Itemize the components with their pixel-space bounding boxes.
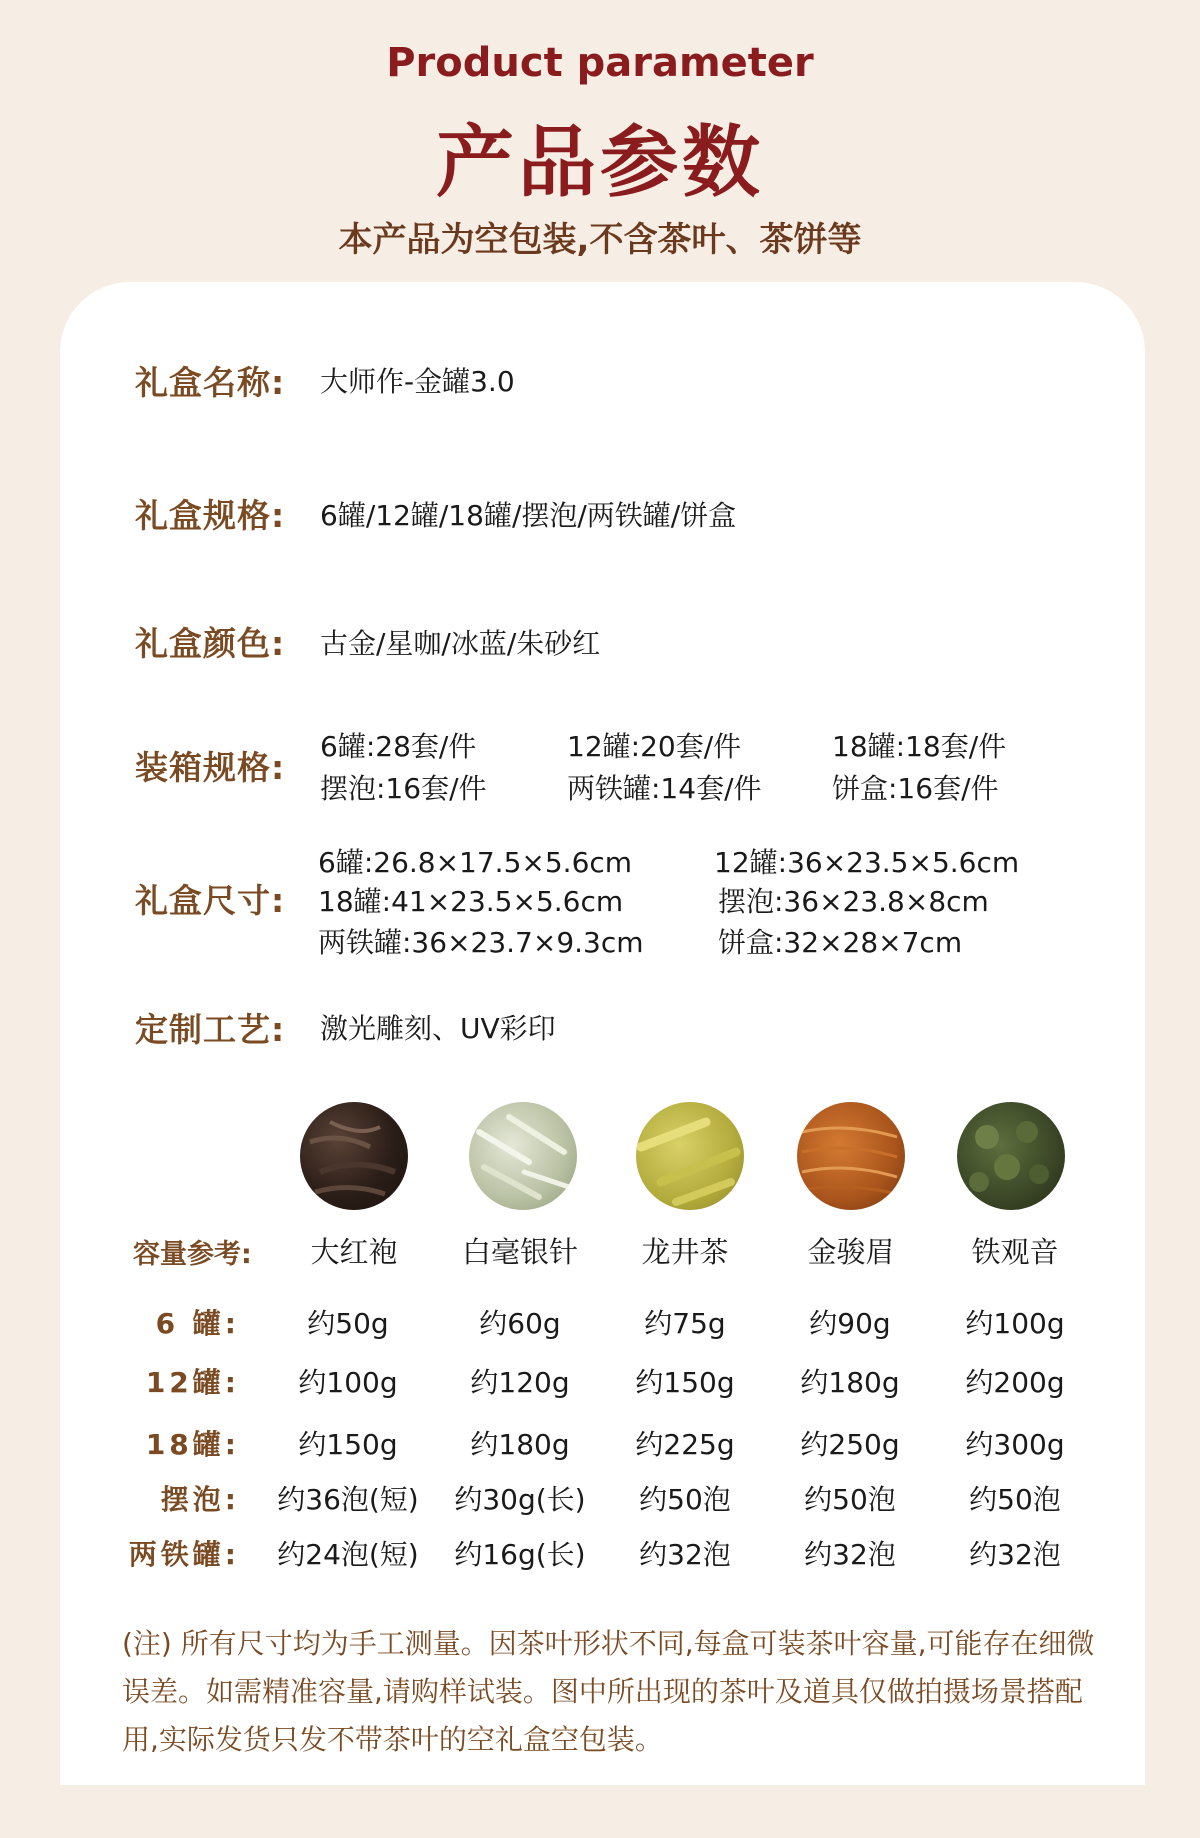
packing-item: 饼盒:16套/件 — [832, 772, 999, 805]
capacity-cell: 约32泡 — [969, 1538, 1061, 1571]
capacity-row-label: 两铁罐: — [128, 1538, 240, 1571]
size-item: 饼盒:32×28×7cm — [718, 926, 963, 959]
packing-item: 两铁罐:14套/件 — [567, 772, 762, 805]
capacity-cell: 约30g(长) — [454, 1483, 586, 1516]
tea-name: 铁观音 — [971, 1235, 1059, 1269]
capacity-cell: 约50g — [307, 1307, 389, 1340]
footnote: (注) 所有尺寸均为手工测量。因茶叶形状不同,每盒可装茶叶容量,可能存在细微误差。如需精准容量,请购样试装。图中所出现的茶叶及道具仅做拍摄场景搭配用,实际发货只发不带茶叶的空礼盒空包装。 — [122, 1627, 1095, 1756]
capacity-row-label: 12罐: — [145, 1366, 240, 1399]
capacity-cell: 约50泡 — [639, 1483, 731, 1516]
gift-box-spec-label: 礼盒规格: — [135, 496, 286, 535]
tea-name: 金骏眉 — [807, 1235, 895, 1269]
packing-item: 摆泡:16套/件 — [320, 772, 487, 805]
custom-craft-value: 激光雕刻、UV彩印 — [320, 1012, 556, 1045]
capacity-cell: 约225g — [635, 1428, 735, 1461]
baihao-leaf-icon — [469, 1102, 577, 1210]
packing-item: 12罐:20套/件 — [567, 730, 742, 763]
capacity-cell: 约32泡 — [639, 1538, 731, 1571]
capacity-cell: 约120g — [470, 1366, 570, 1399]
capacity-cell: 约150g — [298, 1428, 398, 1461]
capacity-cell: 约24泡(短) — [277, 1538, 419, 1571]
packing-item: 6罐:28套/件 — [320, 730, 477, 763]
capacity-cell: 约90g — [809, 1307, 891, 1340]
capacity-cell: 约180g — [800, 1366, 900, 1399]
capacity-reference-label: 容量参考: — [133, 1239, 252, 1270]
gift-box-color-label: 礼盒颜色: — [135, 624, 286, 663]
capacity-cell: 约180g — [470, 1428, 570, 1461]
gift-box-name-value: 大师作-金罐3.0 — [320, 365, 515, 398]
capacity-cell: 约75g — [644, 1307, 726, 1340]
gift-box-size-label: 礼盒尺寸: — [135, 881, 286, 920]
gift-box-color-value: 古金/星咖/冰蓝/朱砂红 — [320, 627, 601, 660]
custom-craft-label: 定制工艺: — [135, 1010, 286, 1049]
capacity-cell: 约32泡 — [804, 1538, 896, 1571]
longjing-leaf-icon — [636, 1102, 744, 1210]
packing-spec-label: 装箱规格: — [135, 748, 286, 787]
dahongpao-leaf-icon — [300, 1102, 408, 1210]
capacity-row-label: 摆泡: — [160, 1483, 240, 1516]
capacity-row-label: 18罐: — [145, 1428, 240, 1461]
tea-name: 大红袍 — [310, 1235, 398, 1269]
packing-item: 18罐:18套/件 — [832, 730, 1007, 763]
capacity-cell: 约50泡 — [969, 1483, 1061, 1516]
size-item: 摆泡:36×23.8×8cm — [718, 885, 989, 918]
size-item: 12罐:36×23.5×5.6cm — [714, 846, 1020, 879]
tea-name: 龙井茶 — [641, 1235, 729, 1269]
capacity-cell: 约250g — [800, 1428, 900, 1461]
gift-box-spec-value: 6罐/12罐/18罐/摆泡/两铁罐/饼盒 — [320, 499, 737, 532]
english-title: Product parameter — [386, 40, 814, 86]
gift-box-name-label: 礼盒名称: — [135, 363, 286, 402]
subtitle: 本产品为空包装,不含茶叶、茶饼等 — [338, 220, 862, 260]
capacity-cell: 约100g — [298, 1366, 398, 1399]
capacity-cell: 约300g — [965, 1428, 1065, 1461]
capacity-cell: 约50泡 — [804, 1483, 896, 1516]
capacity-cell: 约16g(长) — [454, 1538, 586, 1571]
capacity-cell: 约150g — [635, 1366, 735, 1399]
jinjunmei-leaf-icon — [797, 1102, 905, 1210]
capacity-cell: 约100g — [965, 1307, 1065, 1340]
chinese-title: 产品参数 — [435, 118, 764, 208]
capacity-cell: 约36泡(短) — [277, 1483, 419, 1516]
capacity-row-label: 6 罐: — [155, 1307, 240, 1340]
capacity-cell: 约200g — [965, 1366, 1065, 1399]
tea-name: 白毫银针 — [461, 1235, 578, 1269]
size-item: 两铁罐:36×23.7×9.3cm — [318, 926, 644, 959]
tieguanyin-leaf-icon — [957, 1102, 1065, 1210]
capacity-cell: 约60g — [479, 1307, 561, 1340]
size-item: 18罐:41×23.5×5.6cm — [318, 885, 624, 918]
size-item: 6罐:26.8×17.5×5.6cm — [318, 846, 633, 879]
